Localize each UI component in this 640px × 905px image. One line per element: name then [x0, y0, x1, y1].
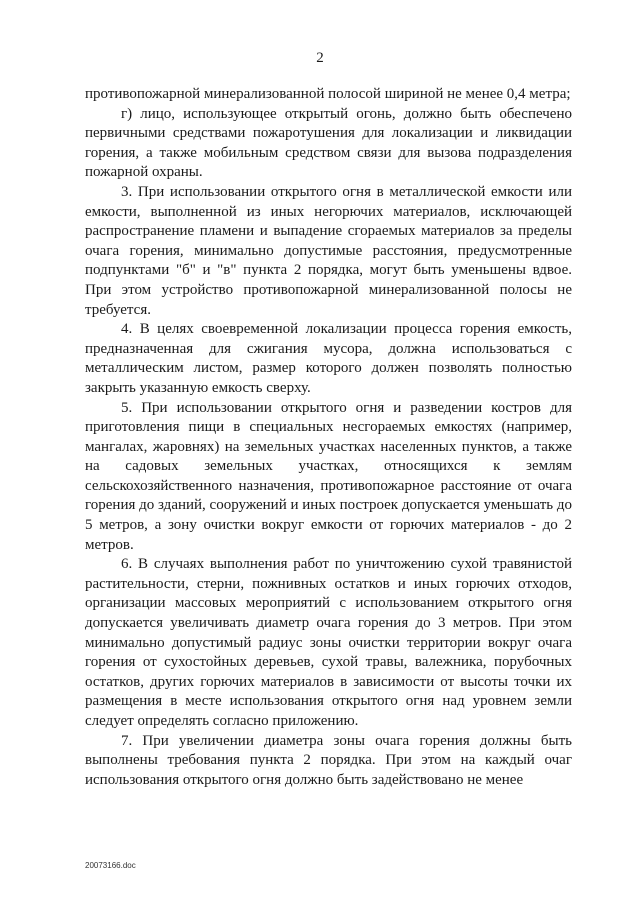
document-body: [85, 85, 572, 790]
page-number: 2: [316, 50, 324, 66]
paragraph: 3. При использовании открытого огня в металлической емкости или емкости, выполненной из иных негорючих материалов, исключающей распространение пламени и выпадение сгораемых материалов за пределы очага горения, минимально допустимые расстояния, предусмотренные подпунктами "б" и "в" пункта 2 порядка, могут быть уменьшены вдвое. При этом устройство противопожарной минерализованной полосы не требуется.: [85, 183, 572, 318]
paragraph: 7. При увеличении диаметра зоны очага горения должны быть выполнены требования пункта 2 порядка. При этом на каждый очаг использования открытого огня должно быть задействовано не менее: [85, 732, 572, 788]
footer-filename: 20073166.doc: [85, 861, 136, 870]
paragraph: 5. При использовании открытого огня и разведении костров для приготовления пищи в специальных несгораемых емкостях (например, мангалах, жаровнях) на земельных участках населенных пунктов, а также на садовых земельных участках, относящихся к землям сельскохозяйственного назначения, противопожарное расстояние от очага горения до зданий, сооружений и иных построек допускается уменьшать до 5 метров, а зону очистки вокруг емкости от горючих материалов - до 2 метров.: [85, 399, 572, 553]
paragraph: г) лицо, использующее открытый огонь, должно быть обеспечено первичными средствами пожаротушения для локализации и ликвидации горения, а также мобильным средством связи для вызова подразделения пожарной охраны.: [85, 105, 572, 181]
paragraph: 4. В целях своевременной локализации процесса горения емкость, предназначенная для сжигания мусора, должна использоваться с металлическим листом, размер которого должен позволять полностью закрыть указанную емкость сверху.: [85, 321, 572, 396]
paragraph: 6. В случаях выполнения работ по уничтожению сухой травянистой растительности, стерни, пожнивных остатков и иных горючих отходов, организации массовых мероприятий с использованием открытого огня допускается увеличивать диаметр очага горения до 3 метров. При этом минимально допустимый радиус зоны очистки территории вокруг очага горения от сухостойных деревьев, сухой травы, валежника, порубочных остатков, других горючих материалов в зависимости от высоты точки их размещения в месте использования открытого огня над уровнем земли следует определять согласно приложению.: [85, 556, 572, 729]
paragraph: противопожарной минерализованной полосой шириной не менее 0,4 метра;: [85, 86, 571, 102]
